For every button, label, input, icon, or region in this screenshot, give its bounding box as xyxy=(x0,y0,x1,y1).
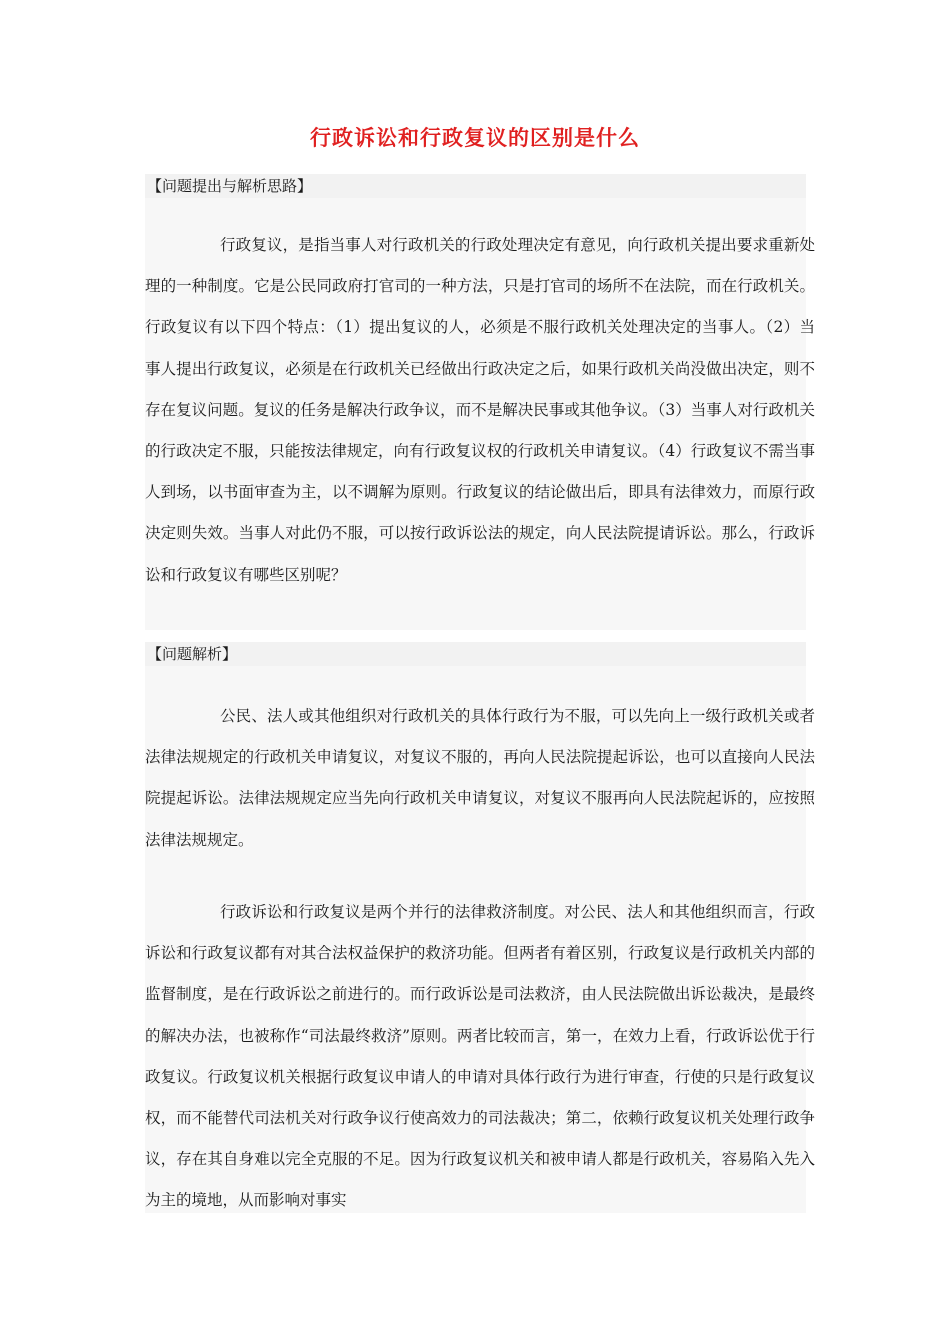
section-heading-2: 【问题解析】 xyxy=(145,642,806,666)
section-heading-1: 【问题提出与解析思路】 xyxy=(145,174,806,198)
section-2-paragraph-2: 行政诉讼和行政复议是两个并行的法律救济制度。对公民、法人和其他组织而言，行政诉讼和行政复议都有对其合法权益保护的救济功能。但两者有着区别，行政复议是行政机关内部的监督制度，是在行政诉讼之前进行的。而行政诉讼是司法救济，由人民法院做出诉讼裁决，是最终的解决办法，也被称作“司法最终救济”原则。两者比较而言，第一，在效力上看，行政诉讼优于行政复议。行政复议机关根据行政复议申请人的申请对具体行政行为进行审查，行使的只是行政复议权，而不能替代司法机关对行政争议行使高效力的司法裁决；第二，依赖行政复议机关处理行政争议，存在其自身难以完全克服的不足。因为行政复议机关和被申请人都是行政机关，容易陷入先入为主的境地，从而影响对事实 xyxy=(145,903,815,1210)
section-2-paragraph-1: 公民、法人或其他组织对行政机关的具体行政行为不服，可以先向上一级行政机关或者法律法规规定的行政机关申请复议，对复议不服的，再向人民法院提起诉讼，也可以直接向人民法院提起诉讼。法律法规规定应当先向行政机关申请复议，对复议不服再向人民法院起诉的，应按照法律法规规定。 xyxy=(145,707,815,849)
document-title: 行政诉讼和行政复议的区别是什么 xyxy=(310,125,640,150)
section-1-paragraph-1: 行政复议，是指当事人对行政机关的行政处理决定有意见，向行政机关提出要求重新处理的一种制度。它是公民同政府打官司的一种方法，只是打官司的场所不在法院，而在行政机关。行政复议有以下四个特点：（1）提出复议的人，必须是不服行政机关处理决定的当事人。（2）当事人提出行政复议，必须是在行政机关已经做出行政决定之后，如果行政机关尚没做出决定，则不存在复议问题。复议的任务是解决行政争议，而不是解决民事或其他争议。（3）当事人对行政机关的行政决定不服，只能按法律规定，向有行政复议权的行政机关申请复议。（4）行政复议不需当事人到场，以书面审查为主，以不调解为原则。行政复议的结论做出后，即具有法律效力，而原行政决定则失效。当事人对此仍不服，可以按行政诉讼法的规定，向人民法院提请诉讼。那么，行政诉讼和行政复议有哪些区别呢？ xyxy=(145,236,815,584)
